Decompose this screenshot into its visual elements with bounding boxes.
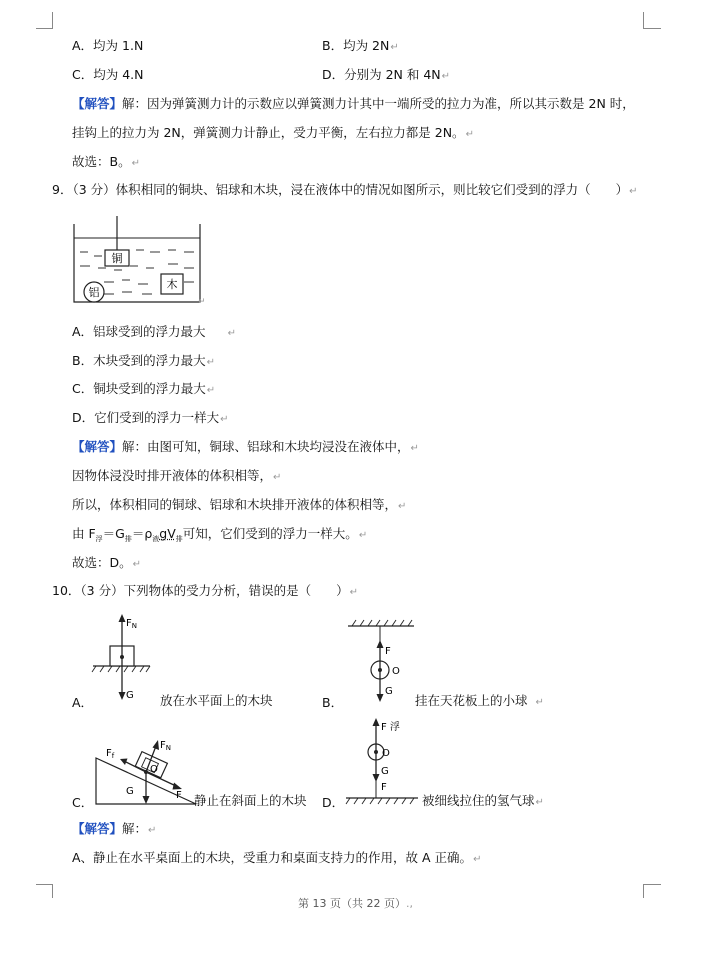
q8-answer-line-2: 挂钩上的拉力为 2N，弹簧测力计静止，受力平衡，左右拉力都是 2N。↵ [72,125,474,140]
q8-option-d: D．分别为 2N 和 4N↵ [322,67,451,82]
q9-option-a: A．铝球受到的浮力最大 ↵ [72,324,236,339]
q8-option-d-text: D．分别为 2N 和 4N [322,67,441,82]
q8-answer-text-1: 解：因为弹簧测力计的示数应以弹簧测力计其中一端所受的拉力为准，所以其示数是 2N 时， [122,96,635,111]
formula-part: 可知，它们受到的浮力一样大。 [182,526,358,541]
o-label: O [382,748,390,759]
crop-mark-bottom-left [36,884,53,885]
q9-answer-text-1: 解：由图可知，铜球、铝球和木块均浸没在液体中， [122,439,410,454]
q10-answer-head-text: 解： [122,821,148,836]
g-label: G [381,766,389,777]
q10-option-b-label: B． [322,695,344,710]
q10-title-text: 10．（3 分）下列物体的受力分析，错误的是（ ） [52,583,349,598]
formula-subscript: 排 [175,535,183,543]
q9-option-d-text: D．它们受到的浮力一样大 [72,410,220,425]
fn-subscript: N [131,622,138,630]
q10-answer-text-1: A、静止在水平桌面上的木块，受重力和桌面支持力的作用，故 A 正确。 [72,850,473,865]
f-buoyancy-label: F 浮 [381,722,400,733]
q8-choice-text: 故选：B。 [72,154,131,169]
q9-option-b-text: B．木块受到的浮力最大 [72,353,206,368]
formula-part: gV [159,526,176,541]
crop-mark-bottom-right [643,884,661,885]
ff-subscript: f [111,752,115,760]
f-label: F [385,646,391,657]
crop-mark-top-left [36,28,53,29]
q10-figure-d [342,714,422,806]
formula-subscript: 排 [124,535,132,543]
formula-part: 由 F [72,526,96,541]
copper-label: 铜 [111,252,123,265]
q10-option-a-label: A． [72,695,94,710]
q8-option-c: C．均为 4.N [72,67,144,82]
q10-option-c-label: C． [72,795,94,810]
q10-option-d-desc: 被细线拉住的氢气球 [422,793,535,808]
aluminum-label: 铝 [88,286,100,299]
q10-figure-a [88,606,158,706]
q9-answer-text-2: 因物体浸没时排开液体的体积相等， [72,468,273,483]
crop-mark-bottom-right [643,884,644,898]
page-footer: 第 13 页（共 22 页）., [298,897,413,910]
q10-option-a-text: 放在水平面上的木块 [160,693,273,708]
wood-label: 木 [166,278,178,291]
formula-subscript: 浮 [95,535,103,543]
answer-tag: 【解答】 [72,96,123,111]
q9-formula-line: 由 $F_浮=G_排=\rho_液gV_排$可知，它们受到的浮力一样大。↵ [72,526,368,543]
q8-answer-text-2: 挂钩上的拉力为 2N，弹簧测力计静止，受力平衡，左右拉力都是 2N。 [72,125,465,140]
q10-option-b-text: 挂在天花板上的小球 ↵ [415,693,544,708]
q10-option-d-text: 被细线拉住的氢气球↵ [422,793,544,808]
q9-option-c: C．铜块受到的浮力最大↵ [72,381,216,396]
q9-option-b: B．木块受到的浮力最大↵ [72,353,215,368]
q8-option-a: A．均为 1.N [72,38,144,53]
g-label: G [126,690,134,701]
q10-option-d-label: D． [322,795,345,810]
q9-choice: 故选：D。↵ [72,555,142,570]
q10-option-c-text: 静止在斜面上的木块 [194,793,307,808]
crop-mark-top-left [52,12,53,28]
q9-answer-line-3: 所以，体积相同的铜球、铝球和木块排开液体的体积相等，↵ [72,497,407,512]
q10-answer-line-1: A、静止在水平桌面上的木块，受重力和桌面支持力的作用，故 A 正确。↵ [72,850,482,865]
q10-answer-head: 【解答】解：↵ [72,821,157,836]
answer-tag: 【解答】 [72,821,123,836]
q9-liquid-figure [68,212,208,308]
svg-text:↵: ↵ [198,297,206,307]
q9-answer-line-2: 因物体浸没时排开液体的体积相等，↵ [72,468,282,483]
crop-mark-bottom-left [52,884,53,898]
svg-text:FN [160,740,171,752]
g-label: G [385,686,393,697]
page-number: 第 13 页（共 22 页） [298,897,406,910]
q8-choice: 故选：B。↵ [72,154,140,169]
q9-option-d: D．它们受到的浮力一样大↵ [72,410,229,425]
fn-label: F [126,618,132,629]
ff-label: F [106,748,112,759]
o-label: O [392,666,400,677]
o-label: O [150,764,158,775]
q8-answer-line-1 [72,96,635,111]
g-label: G [126,786,134,797]
q9-choice-text: 故选：D。 [72,555,132,570]
fn-label: F [160,740,166,751]
fn-subscript: N [165,744,172,752]
answer-tag: 【解答】 [72,439,123,454]
formula-part: ＝G [102,526,125,541]
q10-option-b-desc: 挂在天花板上的小球 [415,693,528,708]
q9-option-c-text: C．铜块受到的浮力最大 [72,381,206,396]
crop-mark-top-right [643,28,661,29]
q10-figure-c [92,732,202,808]
f-label: F [381,782,387,793]
q9-answer-line-1: 【解答】解：由图可知，铜球、铝球和木块均浸没在液体中，↵ [72,439,419,454]
q10-title: 10．（3 分）下列物体的受力分析，错误的是（ ）↵ [52,583,358,598]
q9-title: 9．（3 分）体积相同的铜块、铝球和木块，浸在液体中的情况如图所示，则比较它们受到的浮力（ ）↵ [52,182,638,197]
formula-part: ＝ρ [131,526,153,541]
q8-option-b: B．均为 2N↵ [322,38,399,53]
q8-option-b-text: B．均为 2N [322,38,390,53]
formula-subscript: 液 [152,535,160,543]
crop-mark-top-right [643,12,644,28]
svg-text:FN [126,618,137,630]
svg-text:Ff [106,748,115,760]
f-label: F [176,790,182,801]
q9-answer-text-3: 所以，体积相同的铜球、铝球和木块排开液体的体积相等， [72,497,398,512]
q9-option-a-text: A．铝球受到的浮力最大 [72,324,206,339]
q9-title-text: 9．（3 分）体积相同的铜块、铝球和木块，浸在液体中的情况如图所示，则比较它们受到的浮力（ ） [52,182,629,197]
